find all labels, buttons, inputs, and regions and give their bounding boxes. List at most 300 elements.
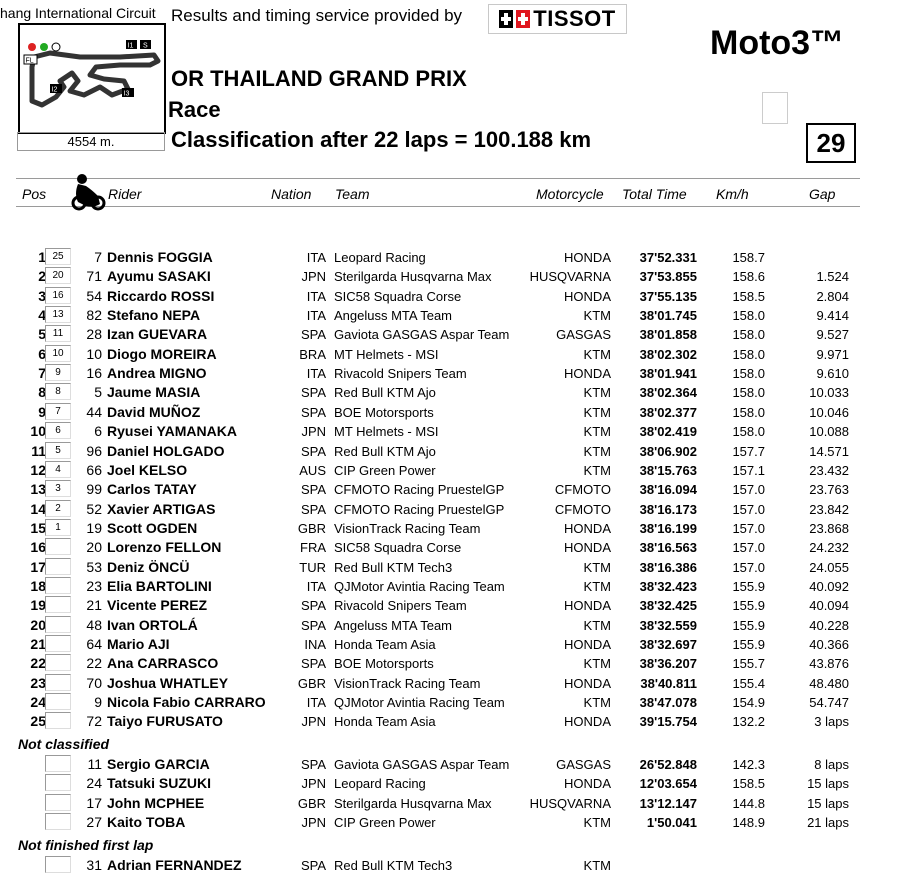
- nation-cell: AUS: [299, 463, 326, 478]
- points-box: [45, 596, 71, 613]
- motorcycle-cell: HONDA: [564, 366, 611, 381]
- rider-number-cell: 10: [86, 346, 102, 362]
- map-label-i1: I1: [127, 42, 134, 50]
- motorcycle-cell: KTM: [583, 695, 611, 710]
- total-time-cell: 38'02.302: [639, 347, 697, 362]
- gap-cell: 24.055: [809, 560, 849, 575]
- points-box: 5: [45, 442, 71, 459]
- kmh-cell: 157.7: [732, 444, 765, 459]
- col-pos: Pos: [22, 186, 47, 202]
- nation-cell: JPN: [301, 424, 326, 439]
- rider-name-cell: Diogo MOREIRA: [107, 346, 217, 362]
- position-cell: 1: [38, 249, 46, 265]
- total-time-cell: 39'15.754: [639, 714, 697, 729]
- table-row: [0, 267, 900, 286]
- kmh-cell: 157.0: [732, 560, 765, 575]
- points-box: 2: [45, 500, 71, 517]
- rider-name-cell: Mario AJI: [107, 636, 170, 652]
- track-length: 4554 m.: [17, 132, 165, 151]
- points-box: 20: [45, 267, 71, 284]
- rider-name-cell: Izan GUEVARA: [107, 326, 208, 342]
- motorcycle-cell: HONDA: [564, 289, 611, 304]
- table-row: [0, 693, 900, 712]
- total-time-cell: 13'12.147: [639, 796, 697, 811]
- total-time-cell: 38'32.697: [639, 637, 697, 652]
- header-divider-top: [16, 178, 860, 179]
- total-time-cell: 38'01.858: [639, 327, 697, 342]
- gap-cell: 14.571: [809, 444, 849, 459]
- kmh-cell: 158.5: [732, 289, 765, 304]
- rider-name-cell: Ryusei YAMANAKA: [107, 423, 237, 439]
- total-time-cell: 38'02.364: [639, 385, 697, 400]
- nation-cell: ITA: [306, 250, 326, 265]
- kmh-cell: 158.6: [732, 269, 765, 284]
- total-time-cell: 38'15.763: [639, 463, 697, 478]
- team-cell: Rivacold Snipers Team: [334, 598, 467, 613]
- rider-number-cell: 16: [86, 365, 102, 381]
- position-cell: 12: [30, 462, 46, 478]
- rider-name-cell: Ivan ORTOLÁ: [107, 617, 198, 633]
- points-box: [45, 774, 71, 791]
- gap-cell: 48.480: [809, 676, 849, 691]
- team-cell: Red Bull KTM Ajo: [334, 385, 436, 400]
- rider-number-cell: 7: [94, 249, 102, 265]
- gap-cell: 15 laps: [807, 776, 849, 791]
- rider-name-cell: Joel KELSO: [107, 462, 188, 478]
- rider-name-cell: David MUÑOZ: [107, 404, 201, 420]
- position-cell: 7: [38, 365, 46, 381]
- motorcycle-cell: CFMOTO: [554, 482, 611, 497]
- motorcycle-cell: KTM: [583, 463, 611, 478]
- points-box: 9: [45, 364, 71, 381]
- team-cell: Gaviota GASGAS Aspar Team: [334, 327, 510, 342]
- table-row: [0, 364, 900, 383]
- col-total-time: Total Time: [622, 186, 687, 202]
- position-cell: 11: [31, 443, 46, 459]
- gap-cell: 23.868: [809, 521, 849, 536]
- rider-number-cell: 21: [86, 597, 102, 613]
- total-time-cell: 38'32.559: [639, 618, 697, 633]
- kmh-cell: 155.7: [732, 656, 765, 671]
- rider-number-cell: 23: [86, 578, 102, 594]
- table-row: [0, 712, 900, 731]
- gap-cell: 21 laps: [807, 815, 849, 830]
- position-cell: 2: [38, 268, 46, 284]
- motorcycle-cell: KTM: [583, 618, 611, 633]
- table-row: [0, 461, 900, 480]
- nation-cell: JPN: [301, 269, 326, 284]
- gap-cell: 54.747: [809, 695, 849, 710]
- tissot-t-icon: [499, 10, 513, 28]
- table-row: [0, 674, 900, 693]
- motorcycle-rider-icon: [70, 172, 106, 212]
- not-finished-heading: Not finished first lap: [18, 837, 154, 853]
- gap-cell: 15 laps: [807, 796, 849, 811]
- motorcycle-cell: GASGAS: [556, 327, 611, 342]
- rider-number-cell: 53: [86, 559, 102, 575]
- total-time-cell: 37'53.855: [639, 269, 697, 284]
- rider-number-cell: 44: [86, 404, 102, 420]
- gap-cell: 9.414: [816, 308, 849, 323]
- gap-cell: 23.763: [809, 482, 849, 497]
- sponsor-name: TISSOT: [533, 6, 616, 31]
- nation-cell: SPA: [300, 405, 326, 420]
- rider-name-cell: John MCPHEE: [107, 795, 205, 811]
- rider-name-cell: Dennis FOGGIA: [107, 249, 213, 265]
- kmh-cell: 155.9: [732, 598, 765, 613]
- motorcycle-cell: KTM: [583, 579, 611, 594]
- points-box: [45, 577, 71, 594]
- total-time-cell: 38'01.941: [639, 366, 697, 381]
- points-box: [45, 674, 71, 691]
- nation-cell: INA: [304, 637, 326, 652]
- track-name: hang International Circuit: [0, 5, 156, 21]
- total-time-cell: 1'50.041: [646, 815, 697, 830]
- gap-cell: 10.088: [809, 424, 849, 439]
- nation-cell: TUR: [299, 560, 326, 575]
- team-cell: Leopard Racing: [334, 776, 426, 791]
- nation-cell: JPN: [301, 776, 326, 791]
- team-cell: BOE Motorsports: [334, 405, 434, 420]
- points-box: [45, 856, 71, 873]
- team-cell: Honda Team Asia: [334, 714, 436, 729]
- points-box: 7: [45, 403, 71, 420]
- classification-title: Classification after 22 laps = 100.188 km: [171, 127, 592, 152]
- team-cell: Red Bull KTM Tech3: [334, 858, 453, 873]
- kmh-cell: 158.0: [732, 347, 765, 362]
- nation-cell: SPA: [300, 327, 326, 342]
- points-box: 4: [45, 461, 71, 478]
- table-row: [0, 755, 900, 774]
- nation-cell: SPA: [300, 618, 326, 633]
- table-row: [0, 325, 900, 344]
- kmh-cell: 158.0: [732, 424, 765, 439]
- rider-number-cell: 27: [86, 814, 102, 830]
- rider-name-cell: Sergio GARCIA: [107, 756, 210, 772]
- motorcycle-cell: HONDA: [564, 714, 611, 729]
- rider-number-cell: 28: [86, 326, 102, 342]
- motorcycle-cell: KTM: [583, 385, 611, 400]
- not-classified-heading: Not classified: [18, 736, 110, 752]
- points-box: 25: [45, 248, 71, 265]
- table-row: [0, 519, 900, 538]
- table-row: [0, 480, 900, 499]
- kmh-cell: 155.4: [732, 676, 765, 691]
- rider-number-cell: 6: [94, 423, 102, 439]
- map-label-fl: FL: [25, 57, 34, 65]
- motorcycle-cell: HONDA: [564, 521, 611, 536]
- points-box: 13: [45, 306, 71, 323]
- motorcycle-cell: HONDA: [564, 250, 611, 265]
- table-row: [0, 774, 900, 793]
- motorcycle-cell: HONDA: [564, 776, 611, 791]
- blank-box: [762, 92, 788, 124]
- rider-number-cell: 19: [86, 520, 102, 536]
- rider-number-cell: 71: [86, 268, 102, 284]
- timing-service-text: Results and timing service provided by: [171, 6, 463, 25]
- rider-name-cell: Scott OGDEN: [107, 520, 198, 536]
- team-cell: Rivacold Snipers Team: [334, 366, 467, 381]
- rider-name-cell: Nicola Fabio CARRARO: [107, 694, 266, 710]
- motorcycle-cell: HONDA: [564, 598, 611, 613]
- motorcycle-cell: KTM: [583, 347, 611, 362]
- gap-cell: 40.228: [809, 618, 849, 633]
- kmh-cell: 158.5: [732, 776, 765, 791]
- rider-name-cell: Daniel HOLGADO: [107, 443, 225, 459]
- nation-cell: FRA: [300, 540, 326, 555]
- motorcycle-cell: KTM: [583, 560, 611, 575]
- table-row: [0, 577, 900, 596]
- kmh-cell: 158.0: [732, 327, 765, 342]
- session-name: Race: [168, 97, 221, 122]
- table-row: [0, 794, 900, 813]
- table-row: [0, 422, 900, 441]
- motorcycle-cell: HUSQVARNA: [529, 269, 611, 284]
- kmh-cell: 154.9: [732, 695, 765, 710]
- team-cell: Red Bull KTM Tech3: [334, 560, 453, 575]
- kmh-cell: 158.0: [732, 308, 765, 323]
- points-box: [45, 794, 71, 811]
- nation-cell: ITA: [306, 308, 326, 323]
- kmh-cell: 158.0: [732, 405, 765, 420]
- team-cell: VisionTrack Racing Team: [334, 521, 481, 536]
- position-cell: 24: [30, 694, 46, 710]
- map-label-s: S: [143, 42, 148, 50]
- col-gap: Gap: [809, 186, 836, 202]
- position-cell: 5: [38, 326, 46, 342]
- col-nation: Nation: [271, 186, 312, 202]
- position-cell: 18: [30, 578, 46, 594]
- rider-name-cell: Xavier ARTIGAS: [107, 501, 216, 517]
- table-row: [0, 442, 900, 461]
- rider-number-cell: 96: [86, 443, 102, 459]
- motorcycle-cell: HUSQVARNA: [529, 796, 611, 811]
- team-cell: Angeluss MTA Team: [334, 618, 453, 633]
- gap-cell: 40.094: [809, 598, 849, 613]
- gap-cell: 10.046: [809, 405, 849, 420]
- team-cell: MT Helmets - MSI: [334, 347, 439, 362]
- rider-number-cell: 22: [86, 655, 102, 671]
- kmh-cell: 158.7: [732, 250, 765, 265]
- nation-cell: GBR: [297, 796, 326, 811]
- points-box: 3: [45, 480, 71, 497]
- table-row: [0, 248, 900, 267]
- position-cell: 15: [30, 520, 46, 536]
- gap-cell: 40.092: [809, 579, 849, 594]
- position-cell: 14: [30, 501, 46, 517]
- position-cell: 4: [38, 307, 46, 323]
- motorcycle-cell: KTM: [583, 815, 611, 830]
- nation-cell: SPA: [300, 482, 326, 497]
- rider-number-cell: 64: [86, 636, 102, 652]
- position-cell: 20: [30, 617, 46, 633]
- rider-name-cell: Vicente PEREZ: [107, 597, 208, 613]
- rider-name-cell: Deniz ÖNCÜ: [107, 559, 190, 575]
- points-box: [45, 755, 71, 772]
- rider-number-cell: 24: [86, 775, 102, 791]
- motorcycle-cell: HONDA: [564, 676, 611, 691]
- round-number: 29: [806, 123, 856, 163]
- total-time-cell: 38'02.419: [639, 424, 697, 439]
- kmh-cell: 155.9: [732, 618, 765, 633]
- team-cell: QJMotor Avintia Racing Team: [334, 695, 505, 710]
- nation-cell: SPA: [300, 858, 326, 873]
- team-cell: QJMotor Avintia Racing Team: [334, 579, 505, 594]
- total-time-cell: 12'03.654: [639, 776, 697, 791]
- position-cell: 13: [30, 481, 46, 497]
- points-box: 8: [45, 383, 71, 400]
- total-time-cell: 37'52.331: [639, 250, 697, 265]
- header-divider-bottom: [16, 206, 860, 207]
- gap-cell: 23.432: [809, 463, 849, 478]
- total-time-cell: 38'32.425: [639, 598, 697, 613]
- kmh-cell: 157.0: [732, 521, 765, 536]
- table-row: [0, 287, 900, 306]
- points-box: [45, 654, 71, 671]
- gap-cell: 40.366: [809, 637, 849, 652]
- position-cell: 9: [38, 404, 46, 420]
- gap-cell: 43.876: [809, 656, 849, 671]
- table-row: [0, 596, 900, 615]
- team-cell: CIP Green Power: [334, 463, 436, 478]
- total-time-cell: 38'16.094: [639, 482, 697, 497]
- motorcycle-cell: KTM: [583, 858, 611, 873]
- points-box: [45, 693, 71, 710]
- team-cell: Leopard Racing: [334, 250, 426, 265]
- rider-number-cell: 9: [94, 694, 102, 710]
- rider-number-cell: 54: [86, 288, 102, 304]
- nation-cell: BRA: [299, 347, 326, 362]
- team-cell: CIP Green Power: [334, 815, 436, 830]
- position-cell: 23: [30, 675, 46, 691]
- position-cell: 16: [30, 539, 46, 555]
- rider-number-cell: 31: [86, 857, 102, 873]
- kmh-cell: 148.9: [732, 815, 765, 830]
- nation-cell: ITA: [306, 695, 326, 710]
- nation-cell: SPA: [300, 757, 326, 772]
- kmh-cell: 157.0: [732, 502, 765, 517]
- total-time-cell: 38'40.811: [640, 676, 697, 691]
- kmh-cell: 155.9: [732, 637, 765, 652]
- rider-name-cell: Elia BARTOLINI: [107, 578, 212, 594]
- rider-number-cell: 66: [86, 462, 102, 478]
- points-box: 11: [45, 325, 71, 342]
- motorcycle-cell: GASGAS: [556, 757, 611, 772]
- nation-cell: ITA: [306, 579, 326, 594]
- nation-cell: GBR: [297, 521, 326, 536]
- table-row: [0, 654, 900, 673]
- table-row: [0, 345, 900, 364]
- rider-number-cell: 70: [86, 675, 102, 691]
- motorcycle-cell: HONDA: [564, 540, 611, 555]
- kmh-cell: 157.1: [732, 463, 765, 478]
- points-box: [45, 558, 71, 575]
- rider-name-cell: Andrea MIGNO: [107, 365, 207, 381]
- rider-number-cell: 99: [86, 481, 102, 497]
- table-row: [0, 306, 900, 325]
- kmh-cell: 157.0: [732, 482, 765, 497]
- kmh-cell: 144.8: [732, 796, 765, 811]
- kmh-cell: 158.0: [732, 385, 765, 400]
- points-box: 1: [45, 519, 71, 536]
- event-title: OR THAILAND GRAND PRIX: [171, 66, 467, 91]
- rider-name-cell: Riccardo ROSSI: [107, 288, 215, 304]
- class-name: Moto3™: [710, 24, 845, 62]
- rider-name-cell: Ana CARRASCO: [107, 655, 219, 671]
- team-cell: BOE Motorsports: [334, 656, 434, 671]
- nation-cell: SPA: [300, 444, 326, 459]
- position-cell: 3: [38, 288, 46, 304]
- total-time-cell: 38'32.423: [639, 579, 697, 594]
- position-cell: 8: [38, 384, 46, 400]
- team-cell: CFMOTO Racing PruestelGP: [334, 502, 505, 517]
- kmh-cell: 158.0: [732, 366, 765, 381]
- nation-cell: SPA: [300, 502, 326, 517]
- rider-name-cell: Adrian FERNANDEZ: [107, 857, 242, 873]
- points-box: [45, 635, 71, 652]
- swiss-cross-icon: [516, 10, 530, 28]
- team-cell: SIC58 Squadra Corse: [334, 540, 462, 555]
- track-map: [18, 23, 166, 134]
- gap-cell: 1.524: [816, 269, 849, 284]
- position-cell: 10: [30, 423, 46, 439]
- rider-number-cell: 52: [86, 501, 102, 517]
- table-row: [0, 500, 900, 519]
- rider-number-cell: 72: [86, 713, 102, 729]
- points-box: [45, 538, 71, 555]
- points-box: [45, 712, 71, 729]
- table-row: [0, 558, 900, 577]
- points-box: 6: [45, 422, 71, 439]
- team-cell: Sterilgarda Husqvarna Max: [334, 269, 492, 284]
- team-cell: Honda Team Asia: [334, 637, 436, 652]
- nation-cell: SPA: [300, 598, 326, 613]
- nation-cell: SPA: [300, 385, 326, 400]
- rider-name-cell: Lorenzo FELLON: [107, 539, 222, 555]
- nation-cell: ITA: [306, 289, 326, 304]
- kmh-cell: 155.9: [732, 579, 765, 594]
- table-row: [0, 403, 900, 422]
- points-box: 10: [45, 345, 71, 362]
- points-box: 16: [45, 287, 71, 304]
- motorcycle-cell: KTM: [583, 405, 611, 420]
- rider-name-cell: Kaito TOBA: [107, 814, 186, 830]
- total-time-cell: 38'01.745: [639, 308, 697, 323]
- position-cell: 25: [30, 713, 46, 729]
- total-time-cell: 38'16.199: [639, 521, 697, 536]
- nation-cell: JPN: [301, 815, 326, 830]
- table-row: [0, 635, 900, 654]
- motorcycle-cell: KTM: [583, 444, 611, 459]
- gap-cell: 23.842: [809, 502, 849, 517]
- position-cell: 17: [30, 559, 46, 575]
- team-cell: VisionTrack Racing Team: [334, 676, 481, 691]
- motorcycle-cell: HONDA: [564, 637, 611, 652]
- table-row: [0, 538, 900, 557]
- gap-cell: 2.804: [816, 289, 849, 304]
- nation-cell: SPA: [300, 656, 326, 671]
- sponsor-logo: [488, 4, 627, 34]
- gap-cell: 8 laps: [814, 757, 849, 772]
- total-time-cell: 37'55.135: [639, 289, 697, 304]
- team-cell: MT Helmets - MSI: [334, 424, 439, 439]
- col-motorcycle: Motorcycle: [536, 186, 604, 202]
- col-rider: Rider: [108, 186, 142, 202]
- gap-cell: 24.232: [809, 540, 849, 555]
- position-cell: 19: [30, 597, 46, 613]
- total-time-cell: 38'06.902: [639, 444, 697, 459]
- points-box: [45, 616, 71, 633]
